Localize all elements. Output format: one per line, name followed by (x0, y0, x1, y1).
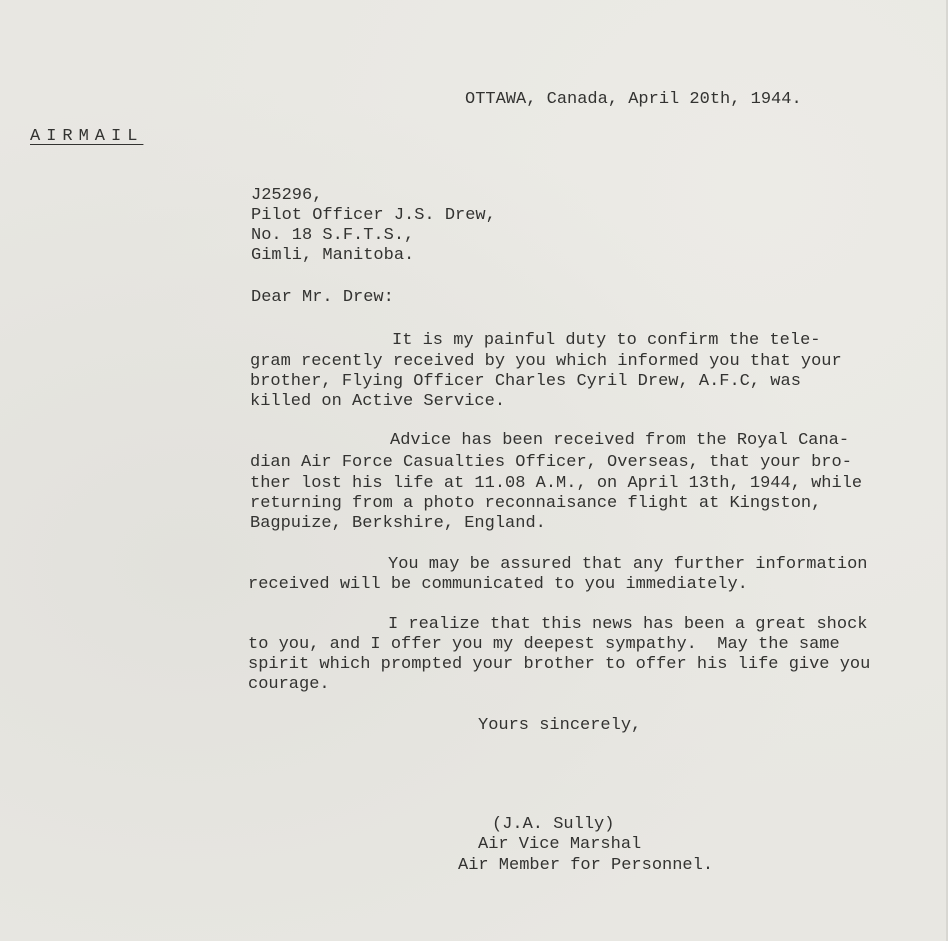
body-line: received will be communicated to you immediately. (248, 575, 748, 594)
body-line: killed on Active Service. (250, 392, 506, 411)
place-date: OTTAWA, Canada, April 20th, 1944. (465, 90, 802, 109)
body-line: to you, and I offer you my deepest sympathy. May the same (248, 635, 840, 654)
body-line: spirit which prompted your brother to offer his life give you (248, 655, 871, 674)
body-line: gram recently received by you which informed you that your (250, 352, 842, 371)
body-line: I realize that this news has been a great shock (388, 615, 868, 634)
signatory-rank: Air Vice Marshal (478, 835, 642, 854)
body-line: returning from a photo reconnaisance flight at Kingston, (250, 494, 822, 513)
address-line: J25296, (251, 186, 323, 205)
airmail-label: AIRMAIL (30, 127, 144, 146)
closing: Yours sincerely, (478, 716, 642, 735)
address-line: Pilot Officer J.S. Drew, (251, 206, 496, 225)
body-line: Bagpuize, Berkshire, England. (250, 514, 546, 533)
body-line: Advice has been received from the Royal Cana- (390, 431, 850, 450)
body-line: courage. (248, 675, 330, 694)
address-line: Gimli, Manitoba. (251, 246, 415, 265)
address-line: No. 18 S.F.T.S., (251, 226, 415, 245)
salutation: Dear Mr. Drew: (251, 288, 394, 307)
body-line: ther lost his life at 11.08 A.M., on April 13th, 1944, while (250, 474, 863, 493)
body-line: It is my painful duty to confirm the tele- (392, 331, 821, 350)
body-line: You may be assured that any further information (388, 555, 868, 574)
body-line: brother, Flying Officer Charles Cyril Drew, A.F.C, was (250, 372, 801, 391)
signatory-title: Air Member for Personnel. (458, 856, 714, 875)
body-line: dian Air Force Casualties Officer, Overseas, that your bro- (250, 453, 852, 472)
signatory-name: (J.A. Sully) (492, 815, 615, 834)
